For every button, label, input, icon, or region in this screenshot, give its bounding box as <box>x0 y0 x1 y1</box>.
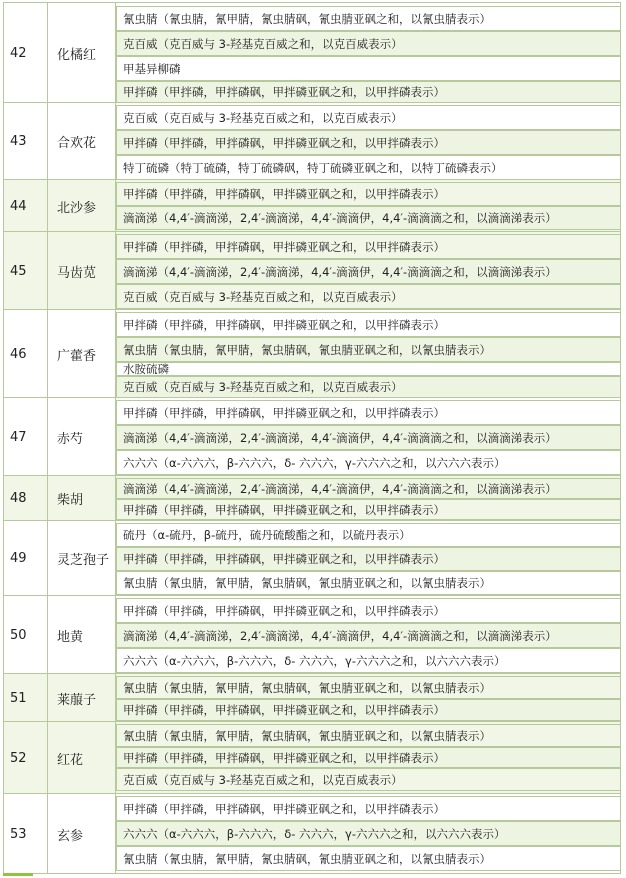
herb-name: 地黄 <box>48 596 116 674</box>
row-number: 42 <box>3 3 48 103</box>
row-number: 50 <box>3 596 48 674</box>
pesticide-item: 氰虫腈（氰虫腈，氰甲腈，氰虫腈砜，氰虫腈亚砜之和，以氰虫腈表示） <box>116 846 620 871</box>
herb-group-49 <box>3 521 621 596</box>
pesticide-item: 滴滴涕（4,4′-滴滴涕，2,4′-滴滴涕，4,4′-滴滴伊，4,4′-滴滴滴之和，以滴滴涕表示） <box>116 623 620 648</box>
pesticide-item: 甲拌磷（甲拌磷，甲拌磷砜，甲拌磷亚砜之和，以甲拌磷表示） <box>116 747 620 768</box>
pesticide-item: 六六六（α-六六六，β-六六六，δ- 六六六，γ-六六六之和，以六六六表示） <box>116 648 620 673</box>
pesticide-item: 甲拌磷（甲拌磷，甲拌磷砜，甲拌磷亚砜之和，以甲拌磷表示） <box>116 182 620 206</box>
table-top-border <box>3 2 621 3</box>
row-number: 49 <box>3 521 48 596</box>
pesticide-item: 甲拌磷（甲拌磷，甲拌磷砜，甲拌磷亚砜之和，以甲拌磷表示） <box>116 130 620 155</box>
herb-name: 广藿香 <box>48 310 116 398</box>
pesticide-item: 甲拌磷（甲拌磷，甲拌磷砜，甲拌磷亚砜之和，以甲拌磷表示） <box>116 81 620 103</box>
pesticide-item: 特丁硫磷（特丁硫磷，特丁硫磷砜，特丁硫磷亚砜之和，以特丁硫磷表示） <box>116 155 620 180</box>
herb-name: 莱菔子 <box>48 674 116 722</box>
herb-name: 合欢花 <box>48 103 116 180</box>
pesticide-item: 甲拌磷（甲拌磷，甲拌磷砜，甲拌磷亚砜之和，以甲拌磷表示） <box>116 234 620 259</box>
pesticide-item: 克百威（克百威与 3-羟基克百威之和，以克百威表示） <box>116 376 620 398</box>
pesticide-list <box>116 103 621 180</box>
pesticide-item: 甲拌磷（甲拌磷，甲拌磷砜，甲拌磷亚砜之和，以甲拌磷表示） <box>116 499 620 520</box>
pesticide-item: 氰虫腈（氰虫腈，氰甲腈，氰虫腈砜，氰虫腈亚砜之和，以氰虫腈表示） <box>116 6 620 31</box>
pesticide-list <box>116 398 621 476</box>
pesticide-list <box>116 3 621 103</box>
pesticide-item: 甲拌磷（甲拌磷，甲拌磷砜，甲拌磷亚砜之和，以甲拌磷表示） <box>116 699 620 721</box>
pesticide-item: 甲拌磷（甲拌磷，甲拌磷砜，甲拌磷亚砜之和，以甲拌磷表示） <box>116 796 620 821</box>
pesticide-item: 氰虫腈（氰虫腈，氰甲腈，氰虫腈砜，氰虫腈亚砜之和，以氰虫腈表示） <box>116 676 620 699</box>
pesticide-item: 水胺硫磷 <box>116 362 620 376</box>
pesticide-item: 六六六（α-六六六，β-六六六，δ- 六六六，γ-六六六之和，以六六六表示） <box>116 821 620 846</box>
pesticide-list <box>116 180 621 232</box>
pesticide-item: 滴滴涕（4,4′-滴滴涕，2,4′-滴滴涕，4,4′-滴滴伊，4,4′-滴滴滴之和，以滴滴涕表示） <box>116 259 620 284</box>
herb-group-52 <box>3 722 621 794</box>
herb-group-46 <box>3 310 621 398</box>
row-number: 47 <box>3 398 48 476</box>
row-number: 46 <box>3 310 48 398</box>
herb-group-44 <box>3 180 621 232</box>
pesticide-item: 氰虫腈（氰虫腈，氰甲腈，氰虫腈砜，氰虫腈亚砜之和，以氰虫腈表示） <box>116 571 620 595</box>
pesticide-item: 滴滴涕（4,4′-滴滴涕，2,4′-滴滴涕，4,4′-滴滴伊，4,4′-滴滴滴之和，以滴滴涕表示） <box>116 206 620 230</box>
herb-name: 马齿苋 <box>48 232 116 310</box>
row-number: 52 <box>3 722 48 794</box>
pesticide-item: 滴滴涕（4,4′-滴滴涕，2,4′-滴滴涕，4,4′-滴滴伊，4,4′-滴滴滴之和，以滴滴涕表示） <box>116 425 620 450</box>
herb-name: 北沙参 <box>48 180 116 232</box>
pesticide-list <box>116 521 621 596</box>
herb-name: 赤芍 <box>48 398 116 476</box>
pesticide-item: 克百威（克百威与 3-羟基克百威之和，以克百威表示） <box>116 105 620 130</box>
pesticide-list <box>116 596 621 674</box>
herb-name: 红花 <box>48 722 116 794</box>
pesticide-list <box>116 232 621 310</box>
pesticide-item: 甲拌磷（甲拌磷，甲拌磷砜，甲拌磷亚砜之和，以甲拌磷表示） <box>116 598 620 623</box>
pesticide-item: 甲基异柳磷 <box>116 56 620 81</box>
pesticide-item: 克百威（克百威与 3-羟基克百威之和，以克百威表示） <box>116 31 620 56</box>
pesticide-list <box>116 794 621 874</box>
pesticide-list <box>116 310 621 398</box>
pesticide-item: 甲拌磷（甲拌磷，甲拌磷砜，甲拌磷亚砜之和，以甲拌磷表示） <box>116 400 620 425</box>
pesticide-list <box>116 476 621 521</box>
pesticide-item: 甲拌磷（甲拌磷，甲拌磷砜，甲拌磷亚砜之和，以甲拌磷表示） <box>116 547 620 571</box>
group-divider <box>3 873 621 874</box>
pesticide-item: 六六六（α-六六六，β-六六六，δ- 六六六，γ-六六六之和，以六六六表示） <box>116 450 620 475</box>
row-number: 51 <box>3 674 48 722</box>
pesticide-item: 硫丹（α-硫丹，β-硫丹，硫丹硫酸酯之和，以硫丹表示） <box>116 523 620 547</box>
pesticide-item: 甲拌磷（甲拌磷，甲拌磷砜，甲拌磷亚砜之和，以甲拌磷表示） <box>116 312 620 337</box>
row-number: 53 <box>3 794 48 874</box>
herb-name: 柴胡 <box>48 476 116 521</box>
herb-group-42 <box>3 3 621 103</box>
pesticide-list <box>116 722 621 794</box>
footer-accent-bar <box>3 873 33 876</box>
herb-group-50 <box>3 596 621 674</box>
pesticide-item: 氰虫腈（氰虫腈，氰甲腈，氰虫腈砜，氰虫腈亚砜之和，以氰虫腈表示） <box>116 724 620 747</box>
herb-group-51 <box>3 674 621 722</box>
herb-name: 灵芝孢子 <box>48 521 116 596</box>
herb-group-53 <box>3 794 621 874</box>
herb-group-48 <box>3 476 621 521</box>
row-number: 45 <box>3 232 48 310</box>
herb-name: 玄参 <box>48 794 116 874</box>
pesticide-item: 克百威（克百威与 3-羟基克百威之和，以克百威表示） <box>116 284 620 309</box>
herb-group-43 <box>3 103 621 180</box>
pesticide-item: 滴滴涕（4,4′-滴滴涕，2,4′-滴滴涕，4,4′-滴滴伊，4,4′-滴滴滴之和，以滴滴涕表示） <box>116 478 620 499</box>
herb-group-47 <box>3 398 621 476</box>
row-number: 43 <box>3 103 48 180</box>
row-number: 44 <box>3 180 48 232</box>
row-number: 48 <box>3 476 48 521</box>
pesticide-item: 氰虫腈（氰虫腈，氰甲腈，氰虫腈砜，氰虫腈亚砜之和，以氰虫腈表示） <box>116 337 620 362</box>
pesticide-list <box>116 674 621 722</box>
pesticide-item: 克百威（克百威与 3-羟基克百威之和，以克百威表示） <box>116 768 620 791</box>
herb-name: 化橘红 <box>48 3 116 103</box>
herb-group-45 <box>3 232 621 310</box>
